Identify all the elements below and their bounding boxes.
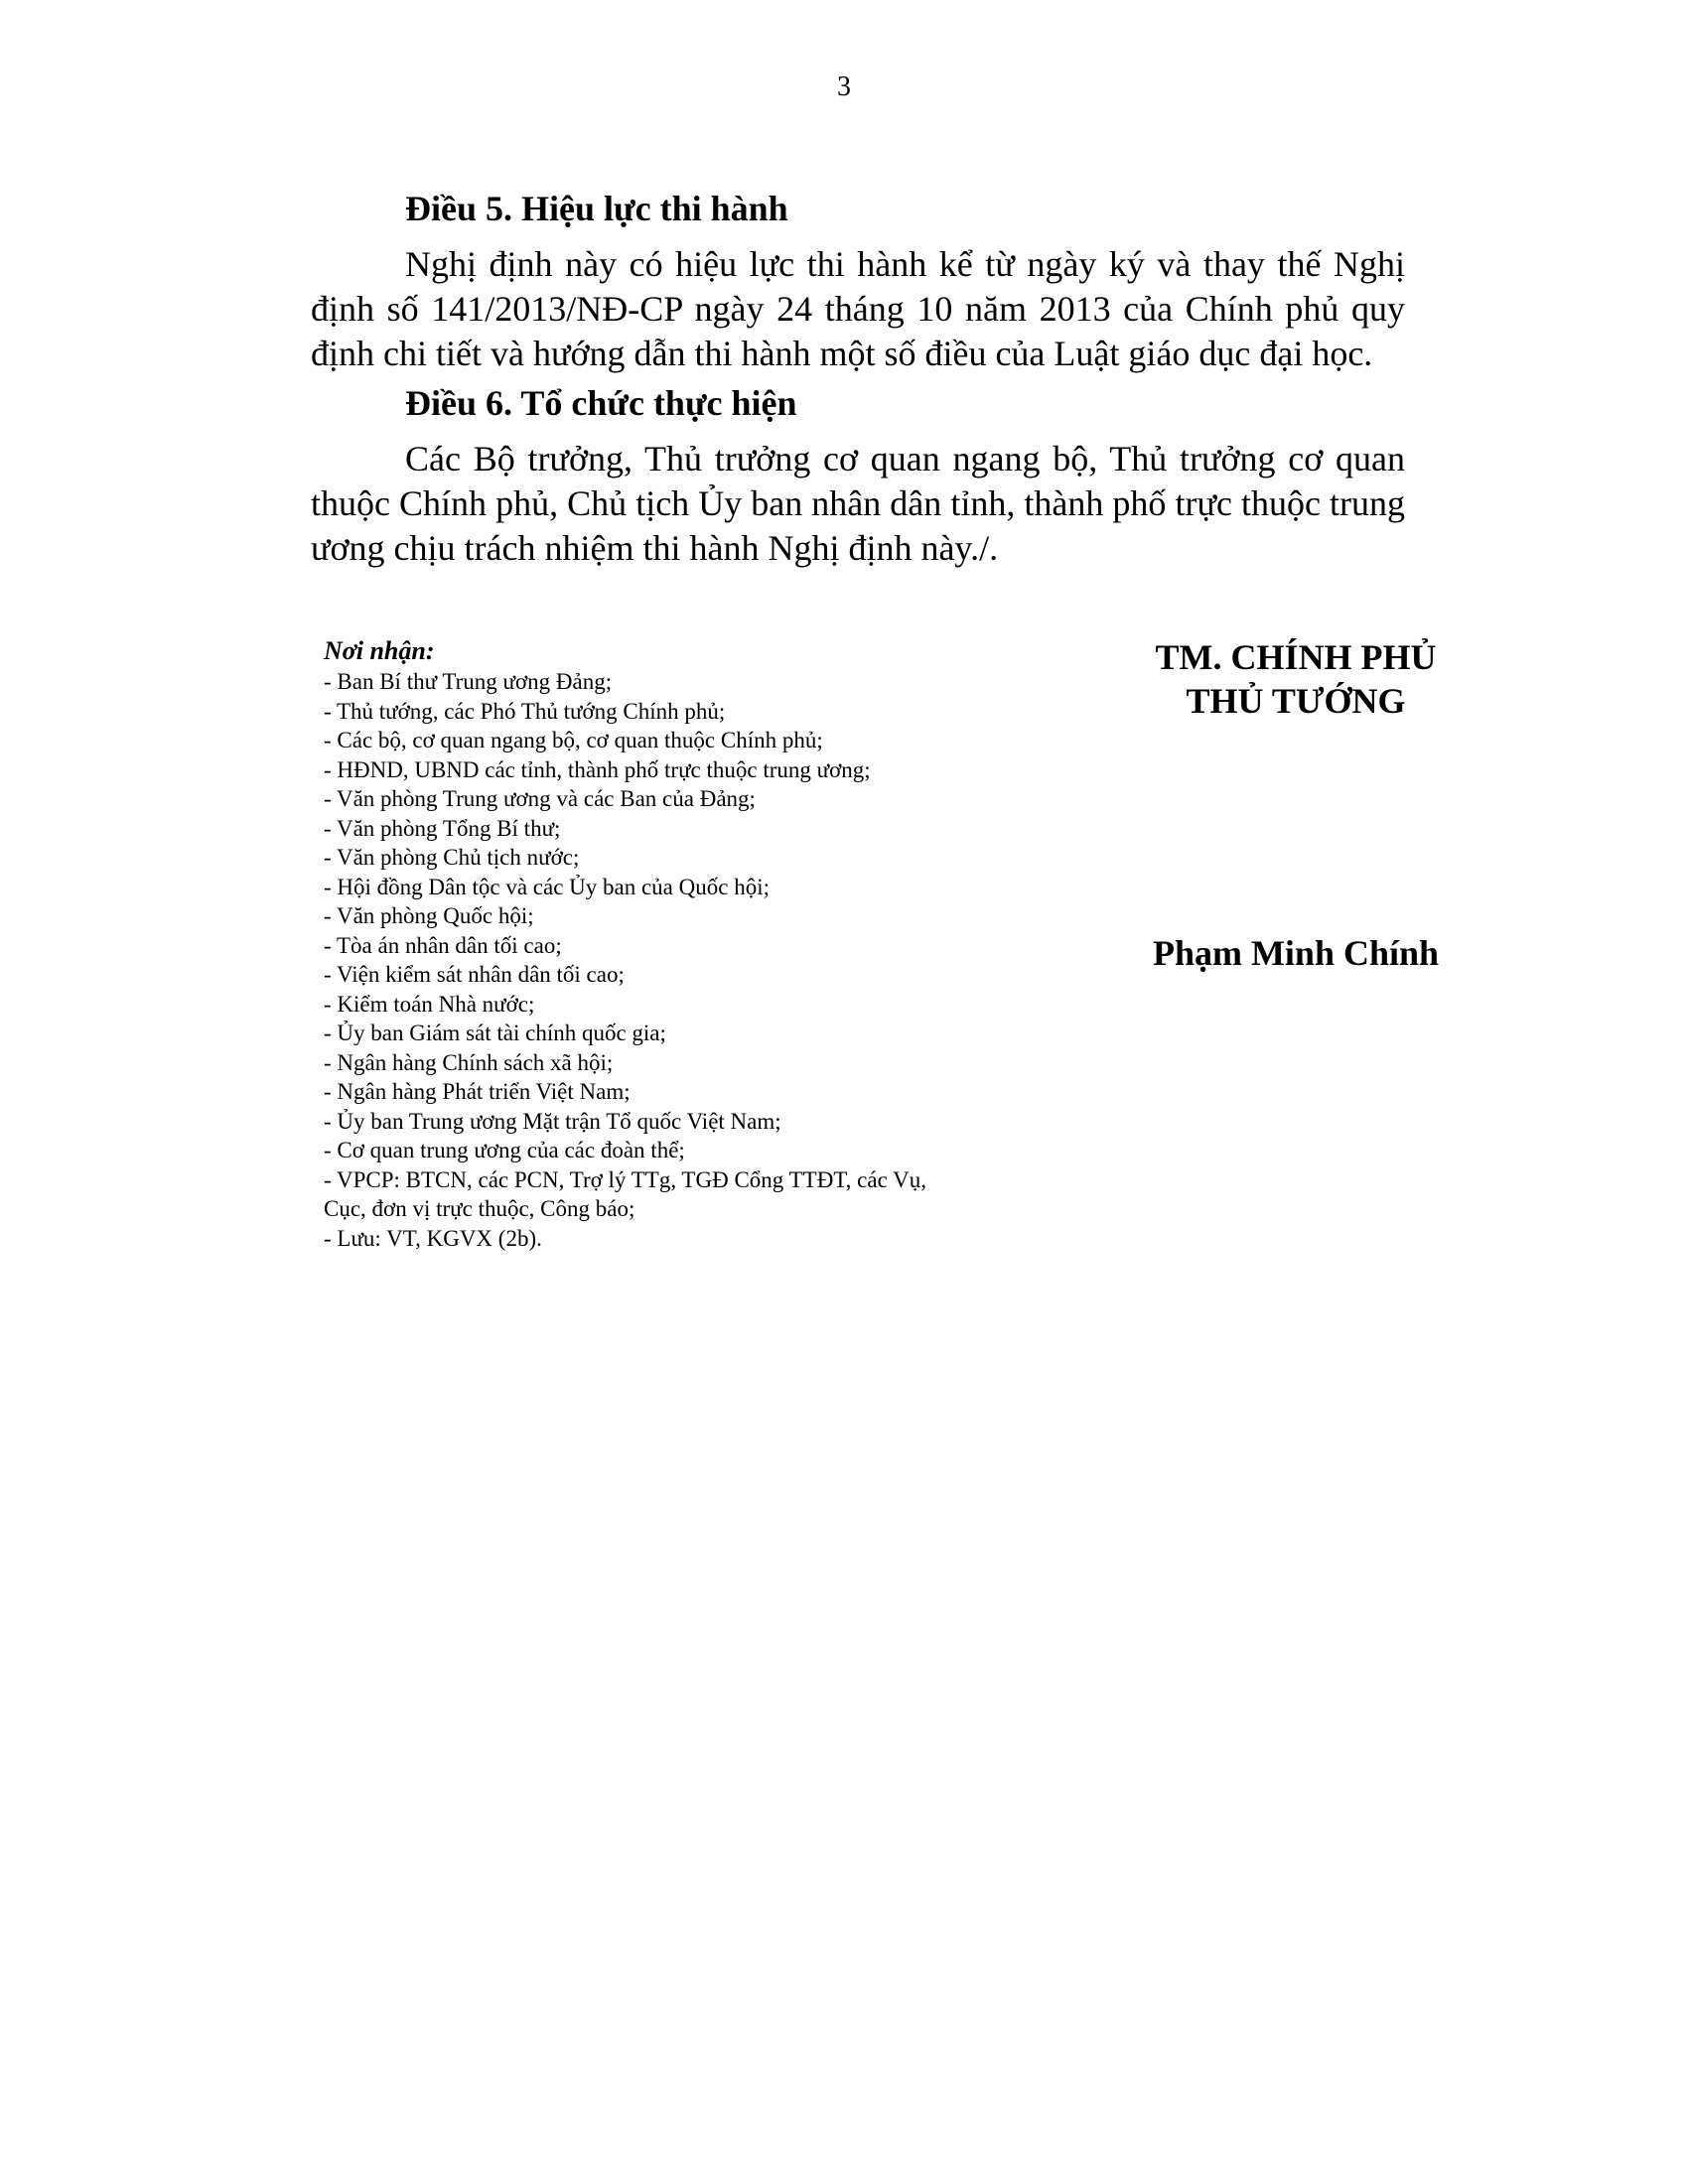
recipient-item: - HĐND, UBND các tỉnh, thành phố trực thuộc trung ương; xyxy=(324,756,871,782)
recipient-item: - Hội đồng Dân tộc và các Ủy ban của Quốc hội; xyxy=(324,874,770,899)
signature-authority: TM. CHÍNH PHỦ xyxy=(1155,637,1437,677)
recipient-item: - Ban Bí thư Trung ương Đảng; xyxy=(324,669,613,694)
page-number: 3 xyxy=(837,71,851,102)
recipients-block xyxy=(324,635,1039,1253)
recipient-item: - Kiểm toán Nhà nước; xyxy=(324,991,535,1017)
recipient-item: - Ngân hàng Phát triển Việt Nam; xyxy=(324,1079,631,1104)
recipient-item: - VPCP: BTCN, các PCN, Trợ lý TTg, TGĐ Cổng TTĐT, các Vụ, xyxy=(324,1166,926,1192)
article-6-body: Các Bộ trưởng, Thủ trưởng cơ quan ngang bộ, Thủ trưởng cơ quan thuộc Chính phủ, Chủ tịch Ủy ban nhân dân tỉnh, thành phố trực thuộc trung ương chịu trách nhiệm thi hành Nghị định này./. xyxy=(311,439,1405,568)
article-5-title: Điều 5. Hiệu lực thi hành xyxy=(405,189,788,228)
recipient-item: - Văn phòng Trung ương và các Ban của Đảng; xyxy=(324,786,756,811)
recipient-item: - Viện kiểm sát nhân dân tối cao; xyxy=(324,962,625,987)
recipient-item: Cục, đơn vị trực thuộc, Công báo; xyxy=(324,1196,635,1221)
recipient-item: - Ngân hàng Chính sách xã hội; xyxy=(324,1049,614,1075)
article-6-title: Điều 6. Tổ chức thực hiện xyxy=(405,383,797,423)
recipient-item: - Văn phòng Tổng Bí thư; xyxy=(324,815,561,841)
recipient-item: - Ủy ban Giám sát tài chính quốc gia; xyxy=(324,1021,666,1045)
recipient-item: - Ủy ban Trung ương Mặt trận Tổ quốc Việt Nam; xyxy=(324,1108,781,1134)
signer-name: Phạm Minh Chính xyxy=(1152,933,1440,973)
recipient-item: - Văn phòng Quốc hội; xyxy=(324,903,534,928)
recipients-title: Nơi nhận: xyxy=(324,636,435,665)
signature-block xyxy=(1072,635,1519,723)
recipient-item: - Lưu: VT, KGVX (2b). xyxy=(324,1225,542,1251)
recipient-item: - Văn phòng Chủ tịch nước; xyxy=(324,845,580,870)
recipient-item: - Cơ quan trung ương của các đoàn thể; xyxy=(324,1138,685,1162)
recipient-item: - Tòa án nhân dân tối cao; xyxy=(324,932,562,958)
recipient-item: - Các bộ, cơ quan ngang bộ, cơ quan thuộc Chính phủ; xyxy=(324,728,823,752)
article-5-body: Nghị định này có hiệu lực thi hành kể từ ngày ký và thay thế Nghị định số 141/2013/NĐ-CP ngày 24 tháng 10 năm 2013 của Chính phủ quy định chi tiết và hướng dẫn thi hành một số điều của Luật giáo dục đại học. xyxy=(311,244,1405,373)
recipients-list xyxy=(324,667,1039,1253)
signature-title: THỦ TƯỚNG xyxy=(1186,681,1406,721)
recipient-item: - Thủ tướng, các Phó Thủ tướng Chính phủ; xyxy=(324,698,726,724)
